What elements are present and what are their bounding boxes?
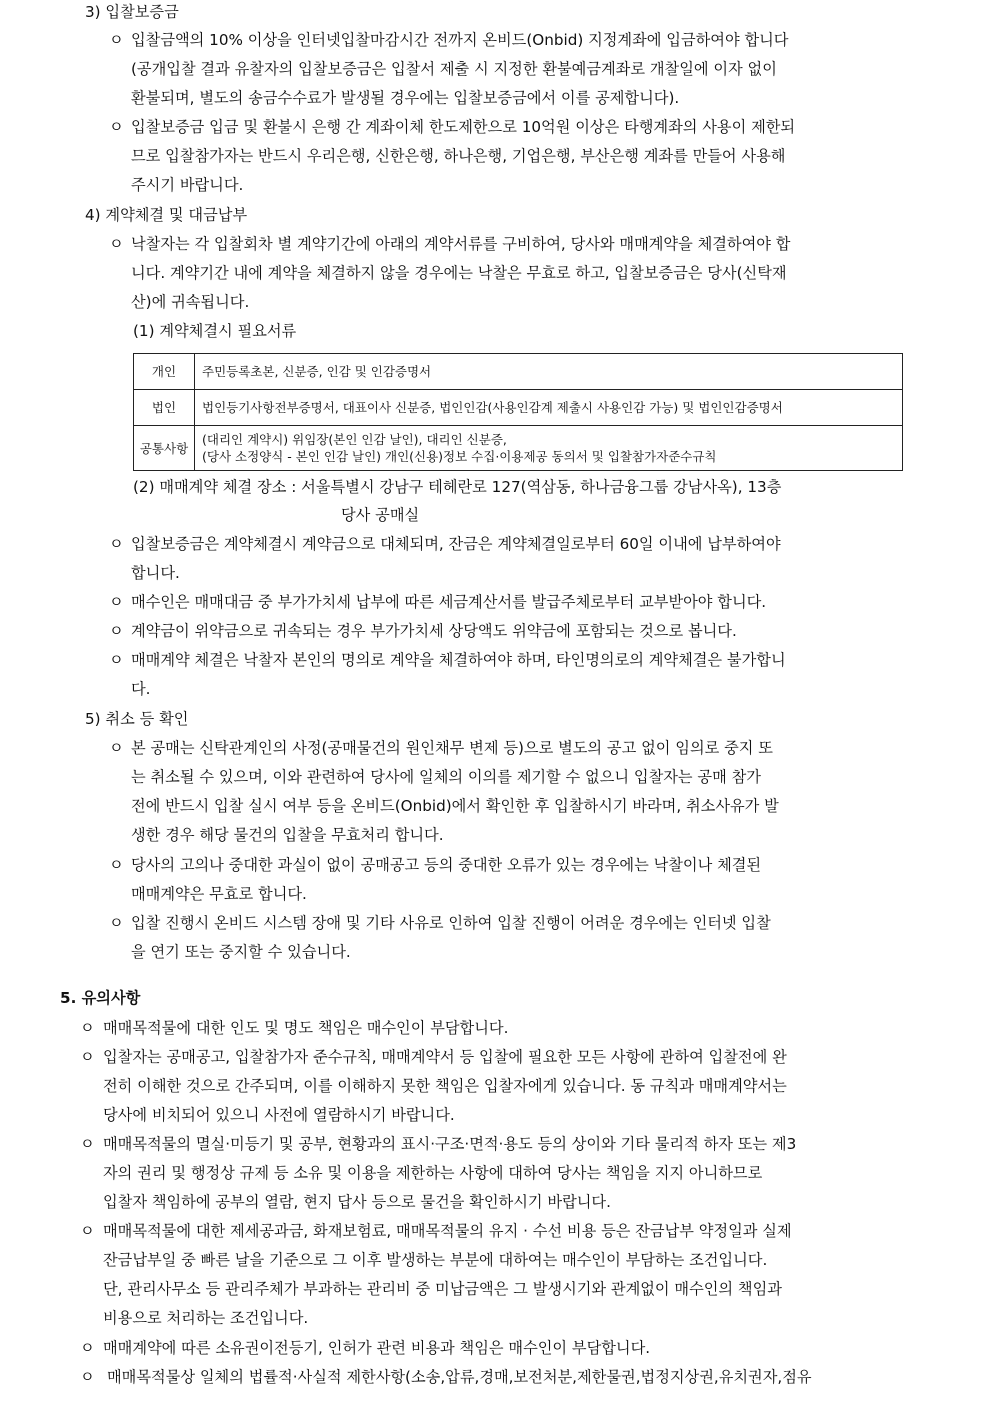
text-line: 전히 이해한 것으로 간주되며, 이를 이해하지 못한 책임은 입찰자에게 있습니다. 동 규칙과 매매계약서는 [103, 1077, 787, 1095]
text-line: 매매계약 체결은 낙찰자 본인의 명의로 계약을 체결하여야 하며, 타인명의로의 계약체결은 불가합니 [131, 651, 786, 669]
text-line: 자의 권리 및 행정상 규제 등 소유 및 이용을 제한하는 사항에 대하여 당사는 책임을 지지 아니하므로 [103, 1164, 763, 1182]
text-line: 낙찰자는 각 입찰회차 별 계약기간에 아래의 계약서류를 구비하여, 당사와 매매계약을 체결하여야 합 [131, 235, 791, 253]
required-documents-table [133, 353, 903, 471]
contract-location-line: 당사 공매실 [341, 506, 420, 524]
text-line: 매매목적물에 대한 인도 및 명도 책임은 매수인이 부담합니다. [103, 1019, 509, 1037]
text-line: 을 연기 또는 중지할 수 있습니다. [131, 943, 351, 961]
text-line: 환불되며, 별도의 송금수수료가 발생될 경우에는 입찰보증금에서 이를 공제합니다). [131, 89, 680, 107]
section-heading-contract: 4) 계약체결 및 대금납부 [85, 206, 248, 224]
table-cell-value: 법인등기사항전부증명서, 대표이사 신분증, 법인인감(사용인감계 제출시 사용인감 가능) 및 법인인감증명서 [195, 390, 903, 426]
section-heading-bid-deposit: 3) 입찰보증금 [85, 3, 179, 21]
text-line: 전에 반드시 입찰 실시 여부 등을 온비드(Onbid)에서 확인한 후 입찰하시기 바라며, 취소사유가 발 [131, 797, 779, 815]
text-line: 다. [131, 680, 151, 698]
text-line: 산)에 귀속됩니다. [131, 293, 250, 311]
text-line: 므로 입찰참가자는 반드시 우리은행, 신한은행, 하나은행, 기업은행, 부산은행 계좌를 만들어 사용해 [131, 147, 786, 165]
contract-location-line: (2) 매매계약 체결 장소 : 서울특별시 강남구 테헤란로 127(역삼동, 하나금융그룹 강남사옥), 13층 [133, 478, 782, 496]
text-line: 당사에 비치되어 있으니 사전에 열람하시기 바랍니다. [103, 1106, 455, 1124]
table-cell-key: 공통사항 [134, 426, 195, 471]
bullet-mark: ㅇ [109, 593, 124, 611]
text-line: 입찰자는 공매공고, 입찰참가자 준수규칙, 매매계약서 등 입찰에 필요한 모든 사항에 관하여 입찰전에 완 [103, 1048, 787, 1066]
text-line: 입찰보증금은 계약체결시 계약금으로 대체되며, 잔금은 계약체결일로부터 60일 이내에 납부하여야 [131, 535, 781, 553]
text-line: 합니다. [131, 564, 180, 582]
text-line: 비용으로 처리하는 조건입니다. [103, 1309, 309, 1327]
text-line: 당사의 고의나 중대한 과실이 없이 공매공고 등의 중대한 오류가 있는 경우에는 낙찰이나 체결된 [131, 856, 762, 874]
bullet-mark: ㅇ [80, 1048, 95, 1066]
table-cell-line: (대리인 계약시) 위임장(본인 인감 날인), 대리인 신분증, [202, 432, 507, 447]
table-cell-key: 개인 [134, 354, 195, 390]
bullet-mark: ㅇ [80, 1368, 95, 1386]
bullet-mark: ㅇ [109, 31, 124, 49]
text-line: 입찰 진행시 온비드 시스템 장애 및 기타 사유로 인하여 입찰 진행이 어려운 경우에는 인터넷 입찰 [131, 914, 771, 932]
section-title-notes: 5. 유의사항 [60, 989, 141, 1007]
text-line: 잔금납부일 중 빠른 날을 기준으로 그 이후 발생하는 부분에 대하여는 매수인이 부담하는 조건입니다. [103, 1251, 768, 1269]
section-heading-cancellation: 5) 취소 등 확인 [85, 710, 189, 728]
bullet-mark: ㅇ [80, 1222, 95, 1240]
table-cell-line: (당사 소정양식 - 본인 인감 날인) 개인(신용)정보 수집·이용제공 동의서 및 입찰참가자준수규칙 [202, 449, 717, 464]
text-line: (공개입찰 결과 유찰자의 입찰보증금은 입찰서 제출 시 지정한 환불예금계좌로 개찰일에 이자 없이 [131, 60, 777, 78]
table-row [134, 390, 903, 426]
text-line: 매수인은 매매대금 중 부가가치세 납부에 따른 세금계산서를 발급주체로부터 교부받아야 합니다. [131, 593, 767, 611]
bullet-mark: ㅇ [109, 739, 124, 757]
text-line: 매매목적물의 멸실·미등기 및 공부, 현황과의 표시·구조·면적·용도 등의 상이와 기타 물리적 하자 또는 제3 [103, 1135, 797, 1153]
bullet-mark: ㅇ [109, 914, 124, 932]
text-line: 주시기 바랍니다. [131, 176, 244, 194]
text-line: 단, 관리사무소 등 관리주체가 부과하는 관리비 중 미납금액은 그 발생시기와 관계없이 매수인의 책임과 [103, 1280, 782, 1298]
text-line: 계약금이 위약금으로 귀속되는 경우 부가가치세 상당액도 위약금에 포함되는 것으로 봅니다. [131, 622, 737, 640]
bullet-mark: ㅇ [80, 1135, 95, 1153]
table-cell-key: 법인 [134, 390, 195, 426]
text-line: 는 취소될 수 있으며, 이와 관련하여 당사에 일체의 이의를 제기할 수 없으니 입찰자는 공매 참가 [131, 768, 761, 786]
text-line: 매매목적물상 일체의 법률적·사실적 제한사항(소송,압류,경매,보전처분,제한물권,법정지상권,유치권자,점유 [107, 1368, 812, 1386]
table-row [134, 354, 903, 390]
table-cell-value: 주민등록초본, 신분증, 인감 및 인감증명서 [195, 354, 903, 390]
text-line: 매매계약은 무효로 합니다. [131, 885, 307, 903]
bullet-mark: ㅇ [109, 118, 124, 136]
table-row [134, 426, 903, 471]
text-line: 매매계약에 따른 소유권이전등기, 인허가 관련 비용과 책임은 매수인이 부담합니다. [103, 1339, 651, 1357]
bullet-mark: ㅇ [109, 651, 124, 669]
text-line: 매매목적물에 대한 제세공과금, 화재보험료, 매매목적물의 유지 · 수선 비용 등은 잔금납부 약정일과 실제 [103, 1222, 792, 1240]
subheading-required-documents: (1) 계약체결시 필요서류 [133, 322, 297, 340]
bullet-mark: ㅇ [109, 235, 124, 253]
text-line: 니다. 계약기간 내에 계약을 체결하지 않을 경우에는 낙찰은 무효로 하고, 입찰보증금은 당사(신탁재 [131, 264, 787, 282]
bullet-mark: ㅇ [109, 856, 124, 874]
text-line: 입찰보증금 입금 및 환불시 은행 간 계좌이체 한도제한으로 10억원 이상은 타행계좌의 사용이 제한되 [131, 118, 796, 136]
bullet-mark: ㅇ [80, 1339, 95, 1357]
text-line: 입찰금액의 10% 이상을 인터넷입찰마감시간 전까지 온비드(Onbid) 지정계좌에 입금하여야 합니다 [131, 31, 789, 49]
text-line: 본 공매는 신탁관계인의 사정(공매물건의 원인채무 변제 등)으로 별도의 공고 없이 임의로 중지 또 [131, 739, 773, 757]
bullet-mark: ㅇ [109, 622, 124, 640]
bullet-mark: ㅇ [80, 1019, 95, 1037]
table-cell-value [195, 426, 903, 471]
text-line: 입찰자 책임하에 공부의 열람, 현지 답사 등으로 물건을 확인하시기 바랍니다. [103, 1193, 611, 1211]
bullet-mark: ㅇ [109, 535, 124, 553]
text-line: 생한 경우 해당 물건의 입찰을 무효처리 합니다. [131, 826, 444, 844]
